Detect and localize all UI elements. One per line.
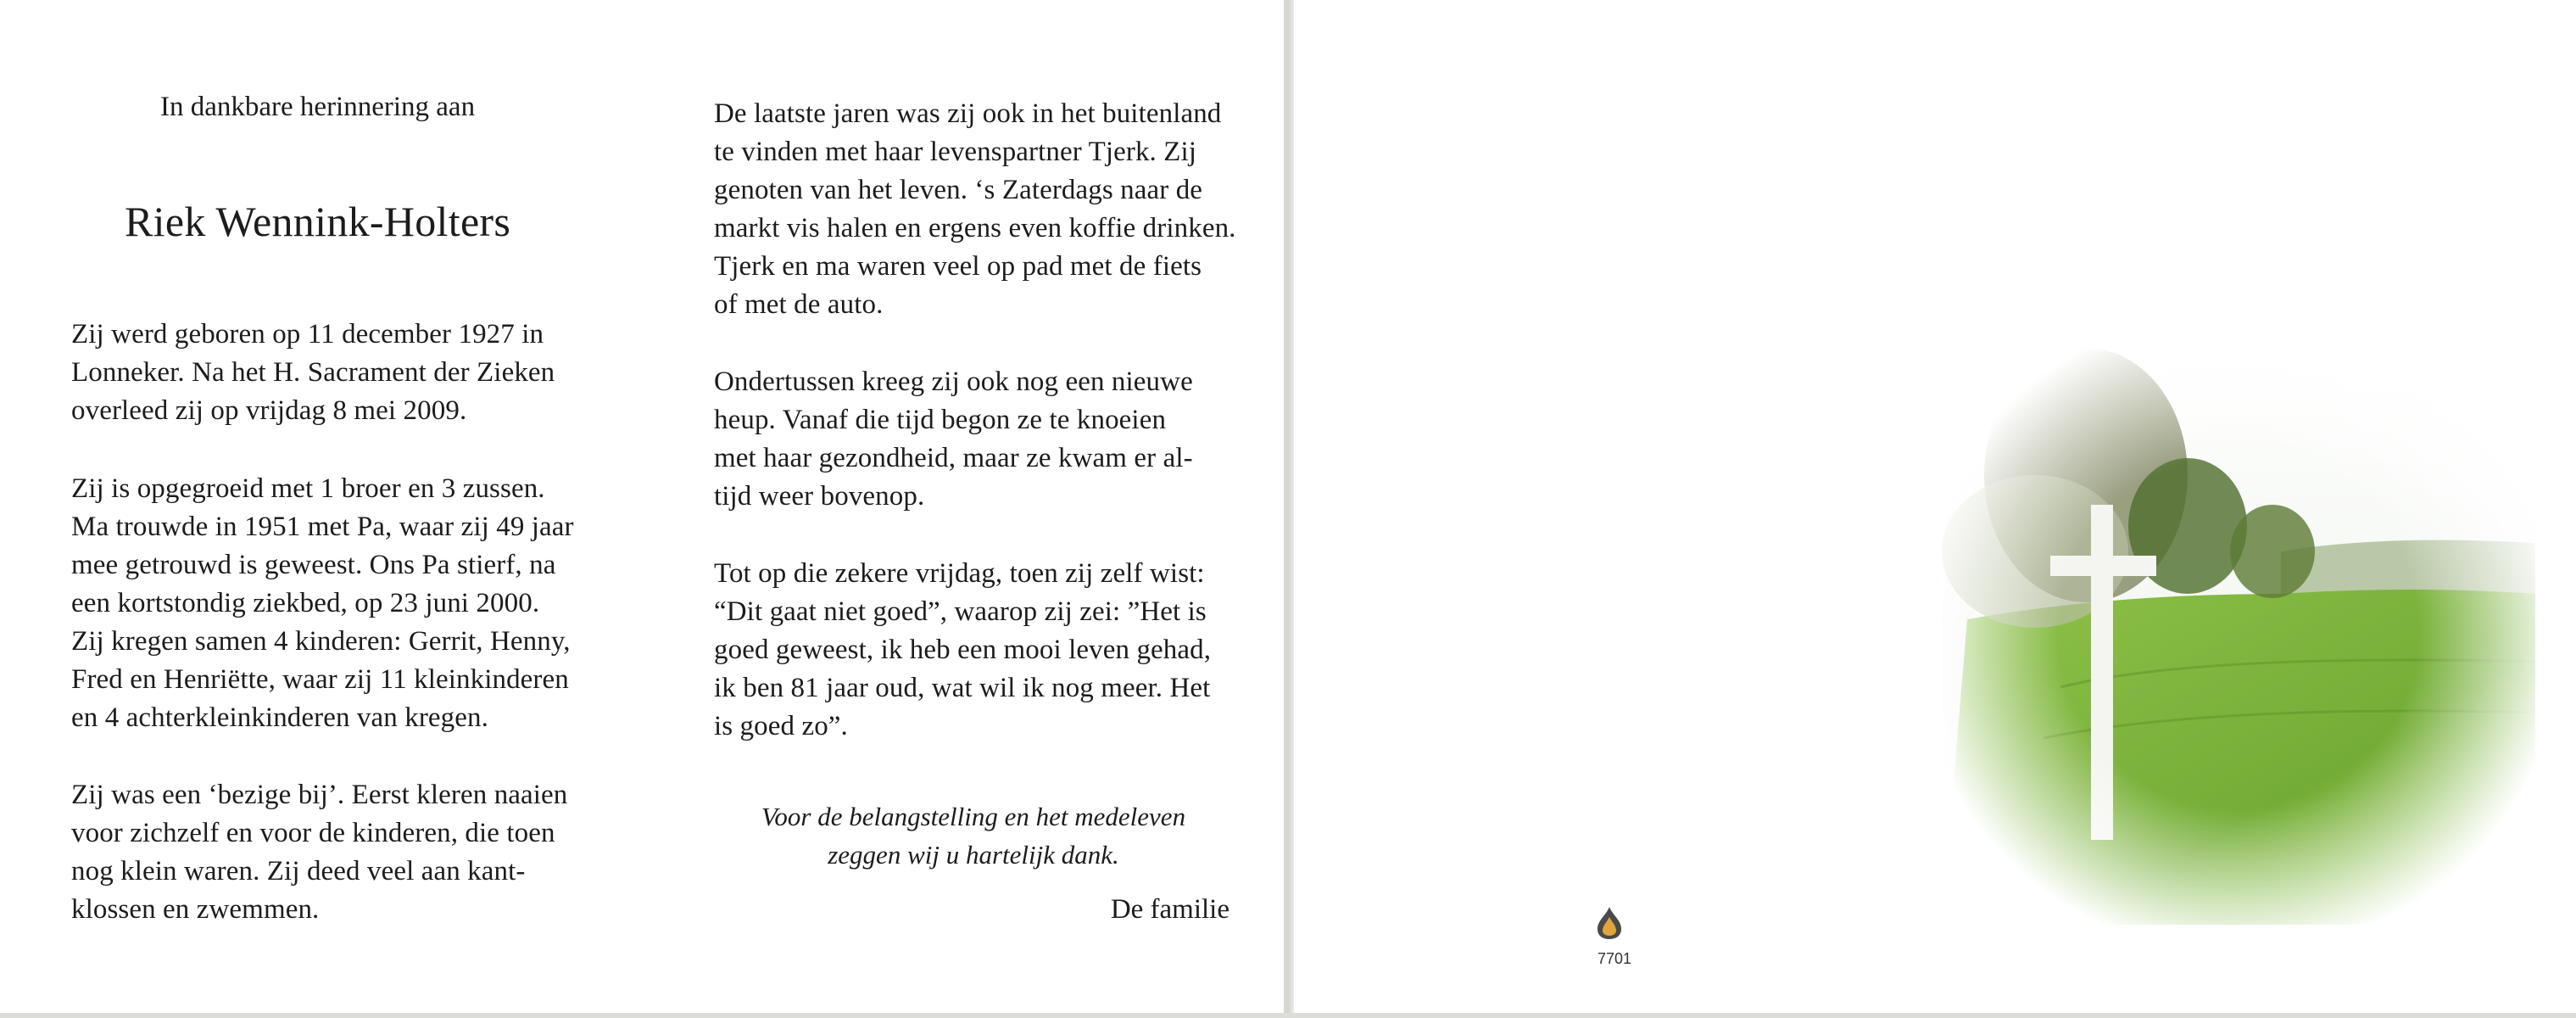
thanks-line: Voor de belangstelling en het medeleven (761, 802, 1186, 831)
text-line: Tot op die zekere vrijdag, toen zij zelf wist: (714, 558, 1205, 589)
text-line: klossen en zwemmen. (71, 894, 320, 925)
deceased-name: Riek Wennink-Holters (125, 198, 511, 245)
text-line: met haar gezondheid, maar ze kwam er al- (714, 443, 1193, 473)
thanks-note (714, 797, 1233, 874)
paragraph-family (71, 470, 588, 737)
paragraph-hobbies (71, 776, 588, 929)
text-line: Ma trouwde in 1951 met Pa, waar zij 49 jaar (71, 512, 574, 542)
text-line: nog klein waren. Zij deed veel aan kant- (71, 856, 526, 887)
paragraph-travel (714, 95, 1236, 324)
flame-drop-logo-icon (1594, 905, 1625, 941)
text-line: goed geweest, ik heb een mooi leven gehad, (714, 635, 1212, 665)
signoff: De familie (1110, 894, 1229, 925)
text-line: te vinden met haar levenspartner Tjerk. Zij (714, 137, 1197, 167)
text-line: heup. Vanaf die tijd begon ze te knoeien (714, 405, 1167, 435)
card-fold (1287, 0, 1294, 1018)
text-line: mee getrouwd is geweest. Ons Pa stierf, na (71, 550, 556, 580)
text-line: overleed zij op vrijdag 8 mei 2009. (71, 395, 467, 426)
text-line: “Dit gaat niet goed”, waarop zij zei: ”Het is (714, 596, 1207, 627)
paragraph-birth (71, 316, 588, 430)
paragraph-health (714, 363, 1233, 516)
text-line: en 4 achterkleinkinderen van kregen. (71, 702, 488, 733)
text-line: voor zichzelf en voor de kinderen, die toen (71, 818, 555, 848)
text-line: Zij is opgegroeid met 1 broer en 3 zussen. (71, 473, 545, 504)
text-line: Zij werd geboren op 11 december 1927 in (71, 319, 544, 350)
text-line: Fred en Henriëtte, waar zij 11 kleinkinderen (71, 664, 569, 695)
thanks-line: zeggen wij u hartelijk dank. (828, 840, 1119, 870)
text-line: Ondertussen kreeg zij ook nog een nieuwe (714, 366, 1193, 397)
text-line: Tjerk en ma waren veel op pad met de fiets (714, 251, 1202, 282)
text-line: markt vis halen en ergens even koffie drinken. (714, 213, 1236, 243)
text-line: of met de auto. (714, 289, 884, 320)
text-line: genoten van het leven. ‘s Zaterdags naar de (714, 175, 1203, 205)
text-line: is goed zo”. (714, 711, 848, 741)
text-line: De laatste jaren was zij ook in het buitenland (714, 98, 1222, 129)
intro-line: In dankbare herinnering aan (160, 92, 476, 122)
text-line: Zij kregen samen 4 kinderen: Gerrit, Henny, (71, 626, 571, 657)
text-line: Lonneker. Na het H. Sacrament der Zieken (71, 357, 555, 388)
text-line: Zij was een ‘bezige bij’. Eerst kleren naaien (71, 780, 568, 810)
printer-code: 7701 (1597, 950, 1632, 967)
text-line: een kortstondig ziekbed, op 23 juni 2000. (71, 588, 540, 618)
text-line: ik ben 81 jaar oud, wat wil ik nog meer. Het (714, 673, 1211, 703)
text-line: tijd weer bovenop. (714, 481, 925, 512)
left-page (0, 0, 1287, 1013)
paragraph-last-words (714, 555, 1233, 746)
card-bottom-edge (0, 1013, 2576, 1018)
cross-in-meadow-image (1942, 339, 2535, 925)
